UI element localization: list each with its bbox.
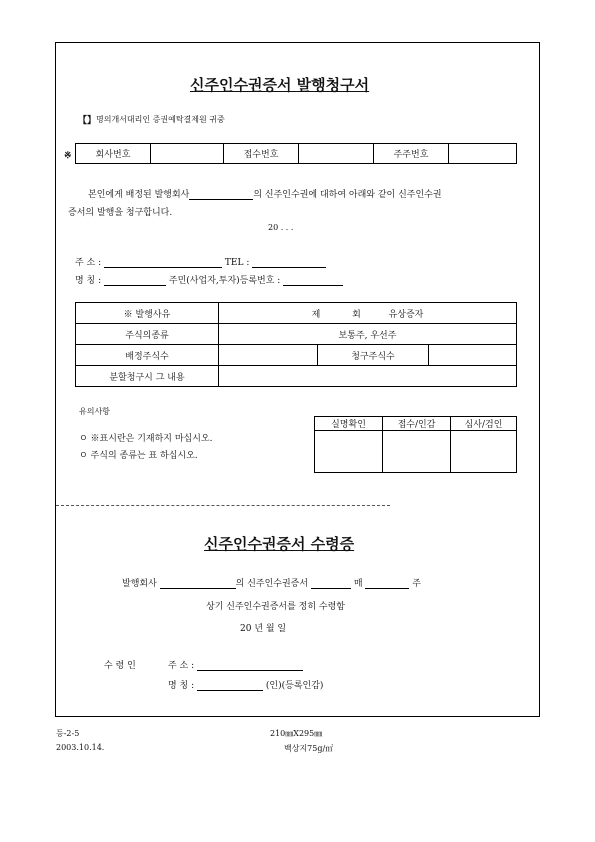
request-date: 20 . . . (268, 223, 294, 232)
body-line-1 (88, 187, 442, 200)
recipient-address-label: 주 소 : (168, 661, 195, 671)
recipient-address-field[interactable] (197, 660, 303, 671)
recipient-name-row (168, 678, 323, 691)
request-title: 신주인수권증서 발행청구서 (190, 76, 370, 94)
reg-no-label: 주민(사업자,투자)등록번호 : (168, 276, 281, 286)
holder-no-label: 주주번호 (374, 144, 449, 164)
check-cell-seal[interactable] (383, 431, 451, 473)
check-cell-realname[interactable] (315, 431, 383, 473)
stock-type-value[interactable]: 보통주, 우선주 (219, 324, 517, 345)
issuer-blank[interactable] (189, 189, 253, 200)
form-date: 2003.10.14. (56, 743, 105, 752)
name-field[interactable] (104, 275, 166, 286)
receipt-confirm-line: 상기 신주인수권증서를 정히 수령함 (206, 602, 345, 612)
required-mark: ※ (64, 151, 72, 161)
paper-type: 백상지75g/㎡ (284, 744, 334, 753)
recipient-name-label: 명 칭 : (168, 681, 195, 691)
bracket-mark: 【】 (78, 116, 97, 126)
allot-field[interactable] (219, 345, 318, 366)
address-label: 주 소 : (75, 258, 102, 268)
body-line-1-a: 본인에게 배정된 발행회사 (88, 190, 190, 200)
receipt-issuer-label: 발행회사 (122, 579, 157, 589)
reason-value-a: 제 (311, 309, 321, 320)
receipt-no-label: 접수번호 (224, 144, 299, 164)
reason-value (219, 303, 517, 324)
address-field[interactable] (104, 257, 222, 268)
receipt-cert-label: 의 신주인수권증서 (235, 579, 309, 589)
addressee-line: 명의개서대리인 증권예탁결제원 귀중 (96, 115, 225, 124)
receipt-line-1 (122, 576, 421, 589)
note-item: ㅇ 주식의 종류는 표 하십시오. (79, 451, 198, 461)
request-qty-label: 청구주식수 (318, 345, 429, 366)
receipt-shares-field[interactable] (365, 578, 409, 589)
body-line-2: 증서의 발행을 청구합니다. (68, 208, 173, 218)
tel-label: TEL : (224, 258, 250, 268)
receipt-date: 20 년 월 일 (240, 624, 287, 634)
company-no-label: 회사번호 (76, 144, 151, 164)
name-label: 명 칭 : (75, 276, 102, 286)
check-header-review: 심사/검인 (451, 417, 517, 431)
request-qty-field[interactable] (429, 345, 517, 366)
check-cell-review[interactable] (451, 431, 517, 473)
form-code: 등-2-5 (56, 729, 80, 738)
reason-label: ※ 발행사유 (76, 303, 219, 324)
recipient-name-field[interactable] (197, 680, 263, 691)
reg-no-field[interactable] (283, 275, 343, 286)
paper-size: 210㎜X295㎜ (270, 729, 323, 738)
tel-field[interactable] (252, 257, 326, 268)
holder-no-field[interactable] (449, 144, 517, 164)
body-line-1-b: 의 신주인수권에 대하여 아래와 같이 신주인수권 (253, 190, 442, 200)
check-header-realname: 실명확인 (315, 417, 383, 431)
id-table (75, 143, 517, 164)
receipt-no-field[interactable] (299, 144, 374, 164)
address-row (75, 255, 326, 268)
allot-label: 배정주식수 (76, 345, 219, 366)
receipt-shares-unit: 주 (412, 579, 421, 589)
reason-value-c: 유상증자 (388, 309, 424, 320)
check-header-seal: 접수/인감 (383, 417, 451, 431)
notes-title: 유의사항 (79, 407, 110, 416)
split-field[interactable] (219, 366, 517, 387)
recipient-seal: (인)(등록인감) (265, 681, 324, 691)
receipt-issuer-field[interactable] (160, 578, 236, 589)
note-item: ㅇ ※표시란은 기재하지 마십시오. (79, 434, 213, 444)
check-table (314, 416, 517, 473)
recipient-label: 수 령 인 (104, 661, 136, 671)
receipt-title: 신주인수권증서 수령증 (204, 535, 355, 553)
recipient-address-row (168, 658, 303, 671)
cut-line (56, 505, 390, 506)
receipt-count-unit: 매 (353, 579, 363, 589)
stock-type-label: 주식의종류 (76, 324, 219, 345)
detail-table (75, 302, 517, 387)
receipt-count-field[interactable] (311, 578, 351, 589)
company-no-field[interactable] (151, 144, 224, 164)
reason-value-b: 회 (352, 309, 361, 320)
split-label: 분할청구시 그 내용 (76, 366, 219, 387)
name-row (75, 273, 343, 286)
